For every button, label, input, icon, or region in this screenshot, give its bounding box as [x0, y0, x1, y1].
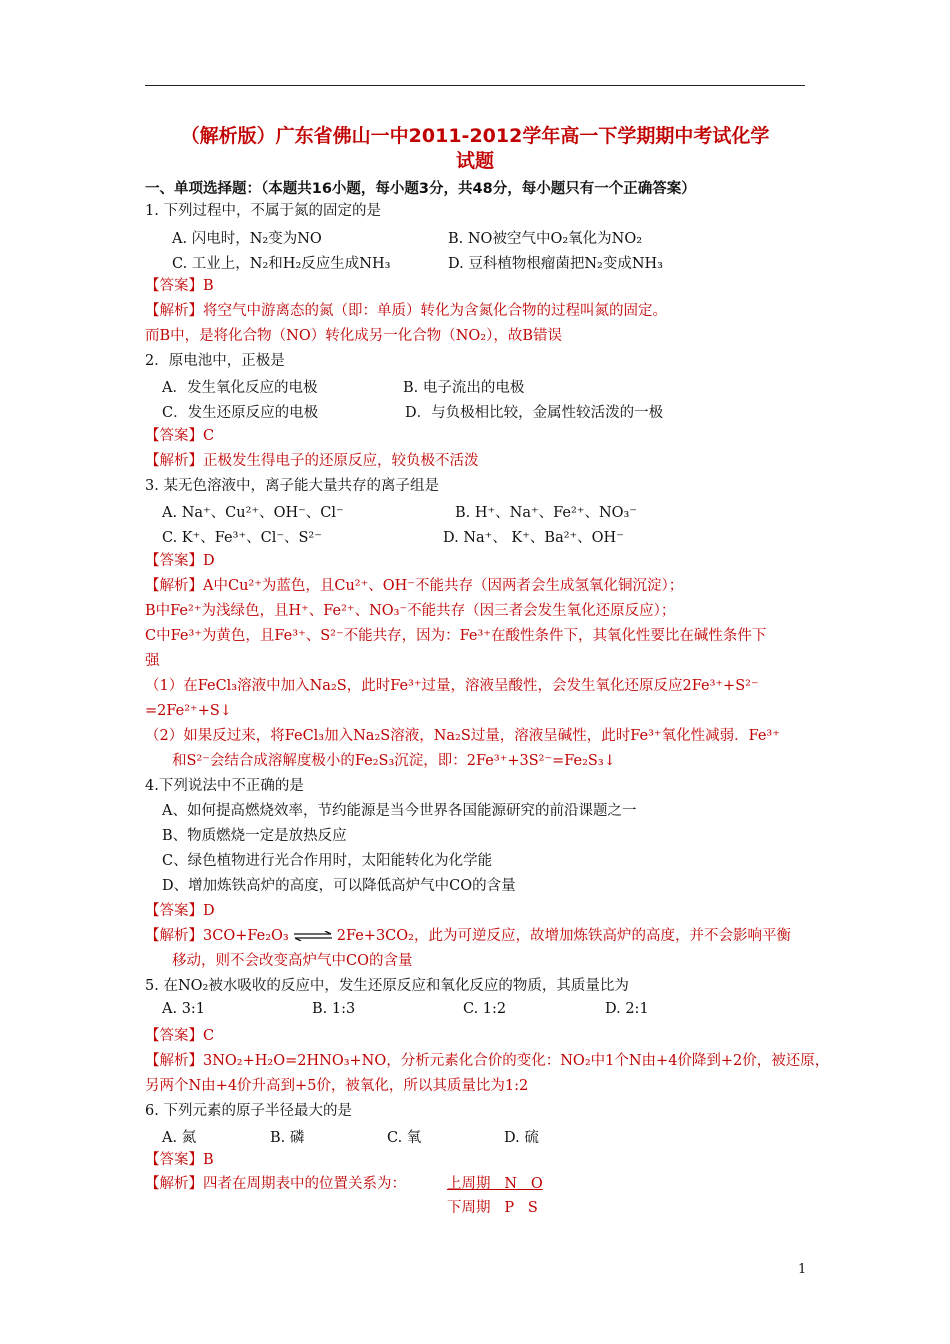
q2-option-b: B. 电子流出的电极: [403, 380, 525, 396]
q2-explanation-1: 【解析】正极发生得电子的还原反应，较负极不活泼: [145, 453, 479, 469]
q3-explanation-6: =2Fe²⁺+S↓: [145, 703, 232, 719]
q3-explanation-7: （2）如果反过来，将FeCl₃加入Na₂S溶液，Na₂S过量，溶液呈碱性，此时Fe³⁺氧化性减弱．Fe³⁺: [145, 728, 780, 744]
q5-option-b: B. 1:3: [312, 1001, 356, 1017]
q4-option-b: B、物质燃烧一定是放热反应: [162, 828, 347, 844]
q5-answer: 【答案】C: [145, 1028, 215, 1044]
q2-stem: 2．原电池中，正极是: [145, 353, 285, 369]
q4-answer: 【答案】D: [145, 903, 215, 919]
q3-option-b: B. H⁺、Na⁺、Fe²⁺、NO₃⁻: [455, 505, 638, 521]
q4-products: 2Fe+3CO₂，此为可逆反应，故增加炼铁高炉的高度，并不会影响平衡: [336, 928, 791, 944]
q1-stem: 1. 下列过程中，不属于氮的固定的是: [145, 203, 381, 219]
q1-option-d: D. 豆科植物根瘤菌把N₂变成NH₃: [448, 256, 663, 272]
q3-explanation-8: 和S²⁻会结合成溶解度极小的Fe₂S₃沉淀，即：2Fe³⁺+3S²⁻=Fe₂S₃↓: [172, 753, 616, 769]
document-title: [145, 124, 805, 174]
q2-option-c: C．发生还原反应的电极: [162, 405, 319, 421]
q6-explanation-1: 【解析】四者在周期表中的位置关系为：: [145, 1176, 406, 1192]
q4-reactants: 【解析】3CO+Fe₂O₃: [145, 928, 289, 944]
q4-option-d: D、增加炼铁高炉的高度，可以降低高炉气中CO的含量: [162, 878, 516, 894]
q5-explanation-2: 另两个N由+4价升高到+5价，被氧化，所以其质量比为1:2: [145, 1078, 529, 1094]
reversible-arrow-icon: [293, 931, 333, 941]
q6-period-row-upper: 上周期 N O: [447, 1176, 543, 1192]
q5-explanation-1: 【解析】3NO₂+H₂O=2HNO₃+NO，分析元素化合价的变化：NO₂中1个N由+4价降到+2价，被还原，: [145, 1053, 830, 1069]
q2-option-a: A．发生氧化反应的电极: [162, 380, 318, 396]
q6-option-c: C. 氧: [387, 1130, 422, 1146]
q1-answer: 【答案】B: [145, 278, 214, 294]
q4-stem: 4.下列说法中不正确的是: [145, 778, 304, 794]
q1-option-b: B. NO被空气中O₂氧化为NO₂: [448, 231, 643, 247]
q3-explanation-5: （1）在FeCl₃溶液中加入Na₂S，此时Fe³⁺过量，溶液呈酸性，会发生氧化还原反应2Fe³⁺+S²⁻: [145, 678, 759, 694]
q4-explanation-2: 移动，则不会改变高炉气中CO的含量: [172, 953, 413, 969]
section-heading: 一、单项选择题：（本题共16小题，每小题3分，共48分，每小题只有一个正确答案）: [145, 181, 696, 197]
q3-explanation-3: C中Fe³⁺为黄色，且Fe³⁺、S²⁻不能共存，因为：Fe³⁺在酸性条件下，其氧化性要比在碱性条件下: [145, 628, 767, 644]
q3-explanation-1: 【解析】A中Cu²⁺为蓝色，且Cu²⁺、OH⁻不能共存（因两者会生成氢氧化铜沉淀）；: [145, 578, 684, 594]
title-line-1: （解析版）广东省佛山一中2011-2012学年高一下学期期中考试化学: [180, 125, 770, 147]
q5-option-a: A. 3:1: [162, 1001, 206, 1017]
q5-option-d: D. 2:1: [605, 1001, 649, 1017]
q4-explanation-1: [145, 926, 791, 946]
q6-stem: 6. 下列元素的原子半径最大的是: [145, 1103, 352, 1119]
q3-option-c: C. K⁺、Fe³⁺、Cl⁻、S²⁻: [162, 530, 322, 546]
q3-option-a: A. Na⁺、Cu²⁺、OH⁻、Cl⁻: [162, 505, 344, 521]
q6-period-row-lower: 下周期 P S: [447, 1200, 538, 1216]
q3-stem: 3. 某无色溶液中，离子能大量共存的离子组是: [145, 478, 439, 494]
q1-option-c: C. 工业上，N₂和H₂反应生成NH₃: [172, 256, 391, 272]
title-line-2: 试题: [455, 150, 494, 172]
q1-option-a: A. 闪电时，N₂变为NO: [172, 231, 322, 247]
q3-explanation-2: B中Fe²⁺为浅绿色，且H⁺、Fe²⁺、NO₃⁻不能共存（因三者会发生氧化还原反应）；: [145, 603, 676, 619]
q6-option-b: B. 磷: [270, 1130, 305, 1146]
q3-answer: 【答案】D: [145, 553, 215, 569]
q1-explanation-1: 【解析】将空气中游离态的氮（即：单质）转化为含氮化合物的过程叫氮的固定。: [145, 303, 667, 319]
header-rule: [145, 85, 805, 86]
q2-answer: 【答案】C: [145, 428, 215, 444]
q3-option-d: D. Na⁺、 K⁺、Ba²⁺、OH⁻: [443, 530, 624, 546]
q4-option-a: A、如何提高燃烧效率，节约能源是当今世界各国能源研究的前沿课题之一: [162, 803, 637, 819]
q6-option-d: D. 硫: [504, 1130, 539, 1146]
q6-option-a: A. 氮: [162, 1130, 197, 1146]
q4-option-c: C、绿色植物进行光合作用时，太阳能转化为化学能: [162, 853, 493, 869]
q5-option-c: C. 1:2: [463, 1001, 507, 1017]
q2-option-d: D．与负极相比较，金属性较活泼的一极: [405, 405, 664, 421]
q3-explanation-4: 强: [145, 653, 160, 669]
page-number: 1: [798, 1262, 807, 1277]
q1-explanation-2: 而B中，是将化合物（NO）转化成另一化合物（NO₂），故B错误: [145, 328, 563, 344]
q6-answer: 【答案】B: [145, 1152, 214, 1168]
q5-stem: 5. 在NO₂被水吸收的反应中，发生还原反应和氧化反应的物质，其质量比为: [145, 978, 629, 994]
